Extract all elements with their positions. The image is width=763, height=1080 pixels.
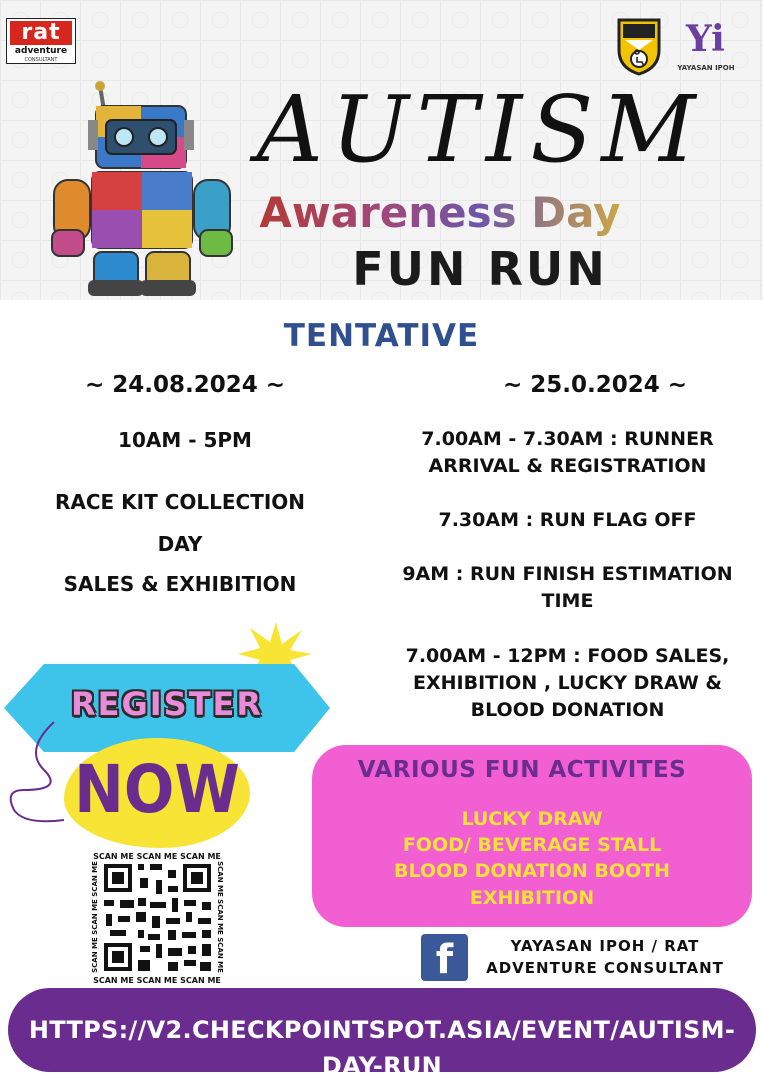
schedule-item-3	[375, 561, 760, 615]
register-label: REGISTER	[70, 685, 264, 723]
title-fun-run: FUN RUN	[352, 242, 608, 296]
schedule-item-1-line-2: ARRIVAL & REGISTRATION	[428, 455, 707, 477]
tentative-heading: TENTATIVE	[283, 318, 480, 354]
schedule-item-4	[375, 643, 760, 724]
schedule-item-4-line-1: 7.00AM - 12PM : FOOD SALES,	[405, 645, 730, 667]
facebook-f-glyph: f	[435, 937, 454, 983]
rat-adventure-logo	[6, 18, 76, 64]
rat-logo-mark: rat	[10, 21, 72, 45]
facebook-page-line-2: ADVENTURE CONSULTANT	[486, 959, 724, 977]
fun-activity-item-4: EXHIBITION	[469, 887, 595, 909]
schedule-item-1-line-1: 7.00AM - 7.30AM : RUNNER	[421, 428, 714, 450]
registration-url-link[interactable]: HTTPS://V2.CHECKPOINTSPOT.ASIA/EVENT/AUTISM-DAY-RUN	[28, 1016, 736, 1080]
yayasan-ipoh-mark: Yi	[686, 18, 725, 60]
schedule-item-1	[375, 426, 760, 480]
yayasan-ipoh-logo	[676, 14, 736, 74]
svg-text:SCAN ME SCAN ME SCAN ME: SCAN ME SCAN ME SCAN ME	[91, 861, 99, 973]
fun-activity-item-2: FOOD/ BEVERAGE STALL	[402, 834, 662, 856]
now-label: NOW	[74, 751, 240, 828]
day1-line-1: RACE KIT COLLECTION	[54, 490, 306, 514]
schedule-item-2-line-1: 7.30AM : RUN FLAG OFF	[438, 509, 697, 531]
fun-activity-item-3: BLOOD DONATION BOOTH	[393, 860, 670, 882]
svg-text:SCAN ME SCAN ME SCAN ME: SCAN ME SCAN ME SCAN ME	[216, 861, 224, 973]
fun-activity-item-1: LUCKY DRAW	[461, 808, 603, 830]
state-seal-logo	[615, 16, 663, 76]
day2-date: ~ 25.0.2024 ~	[502, 372, 688, 398]
schedule-item-4-line-2: EXHIBITION , LUCKY DRAW &	[413, 672, 722, 694]
title-awareness-day: Awareness Day	[240, 188, 640, 238]
fun-activities-title: VARIOUS FUN ACTIVITES	[357, 757, 687, 783]
day1-line-2: DAY	[157, 532, 203, 556]
rat-logo-subtitle: adventure	[14, 46, 68, 56]
title-autism: AUTISM	[256, 76, 704, 183]
schedule-item-2	[375, 507, 760, 534]
facebook-page-line-1: YAYASAN IPOH / RAT	[510, 937, 700, 955]
schedule-item-3-line-2: TIME	[541, 590, 594, 612]
puzzle-robot-illustration	[48, 80, 238, 300]
squiggle-decoration-icon	[4, 720, 74, 830]
day1-time: 10AM - 5PM	[118, 428, 252, 452]
rat-logo-consultant: CONSULTANT	[24, 57, 58, 63]
day1-date: ~ 24.08.2024 ~	[84, 372, 286, 398]
registration-qr-code[interactable]	[90, 850, 225, 985]
schedule-item-4-line-3: BLOOD DONATION	[470, 699, 665, 721]
day1-line-3: SALES & EXHIBITION	[63, 572, 297, 596]
svg-text:SCAN ME SCAN ME SCAN ME: SCAN ME SCAN ME SCAN ME	[93, 976, 221, 985]
svg-text:SCAN ME SCAN ME SCAN ME: SCAN ME SCAN ME SCAN ME	[93, 852, 221, 861]
yayasan-ipoh-name: YAYASAN IPOH	[677, 64, 735, 72]
schedule-item-3-line-1: 9AM : RUN FINISH ESTIMATION	[402, 563, 733, 585]
